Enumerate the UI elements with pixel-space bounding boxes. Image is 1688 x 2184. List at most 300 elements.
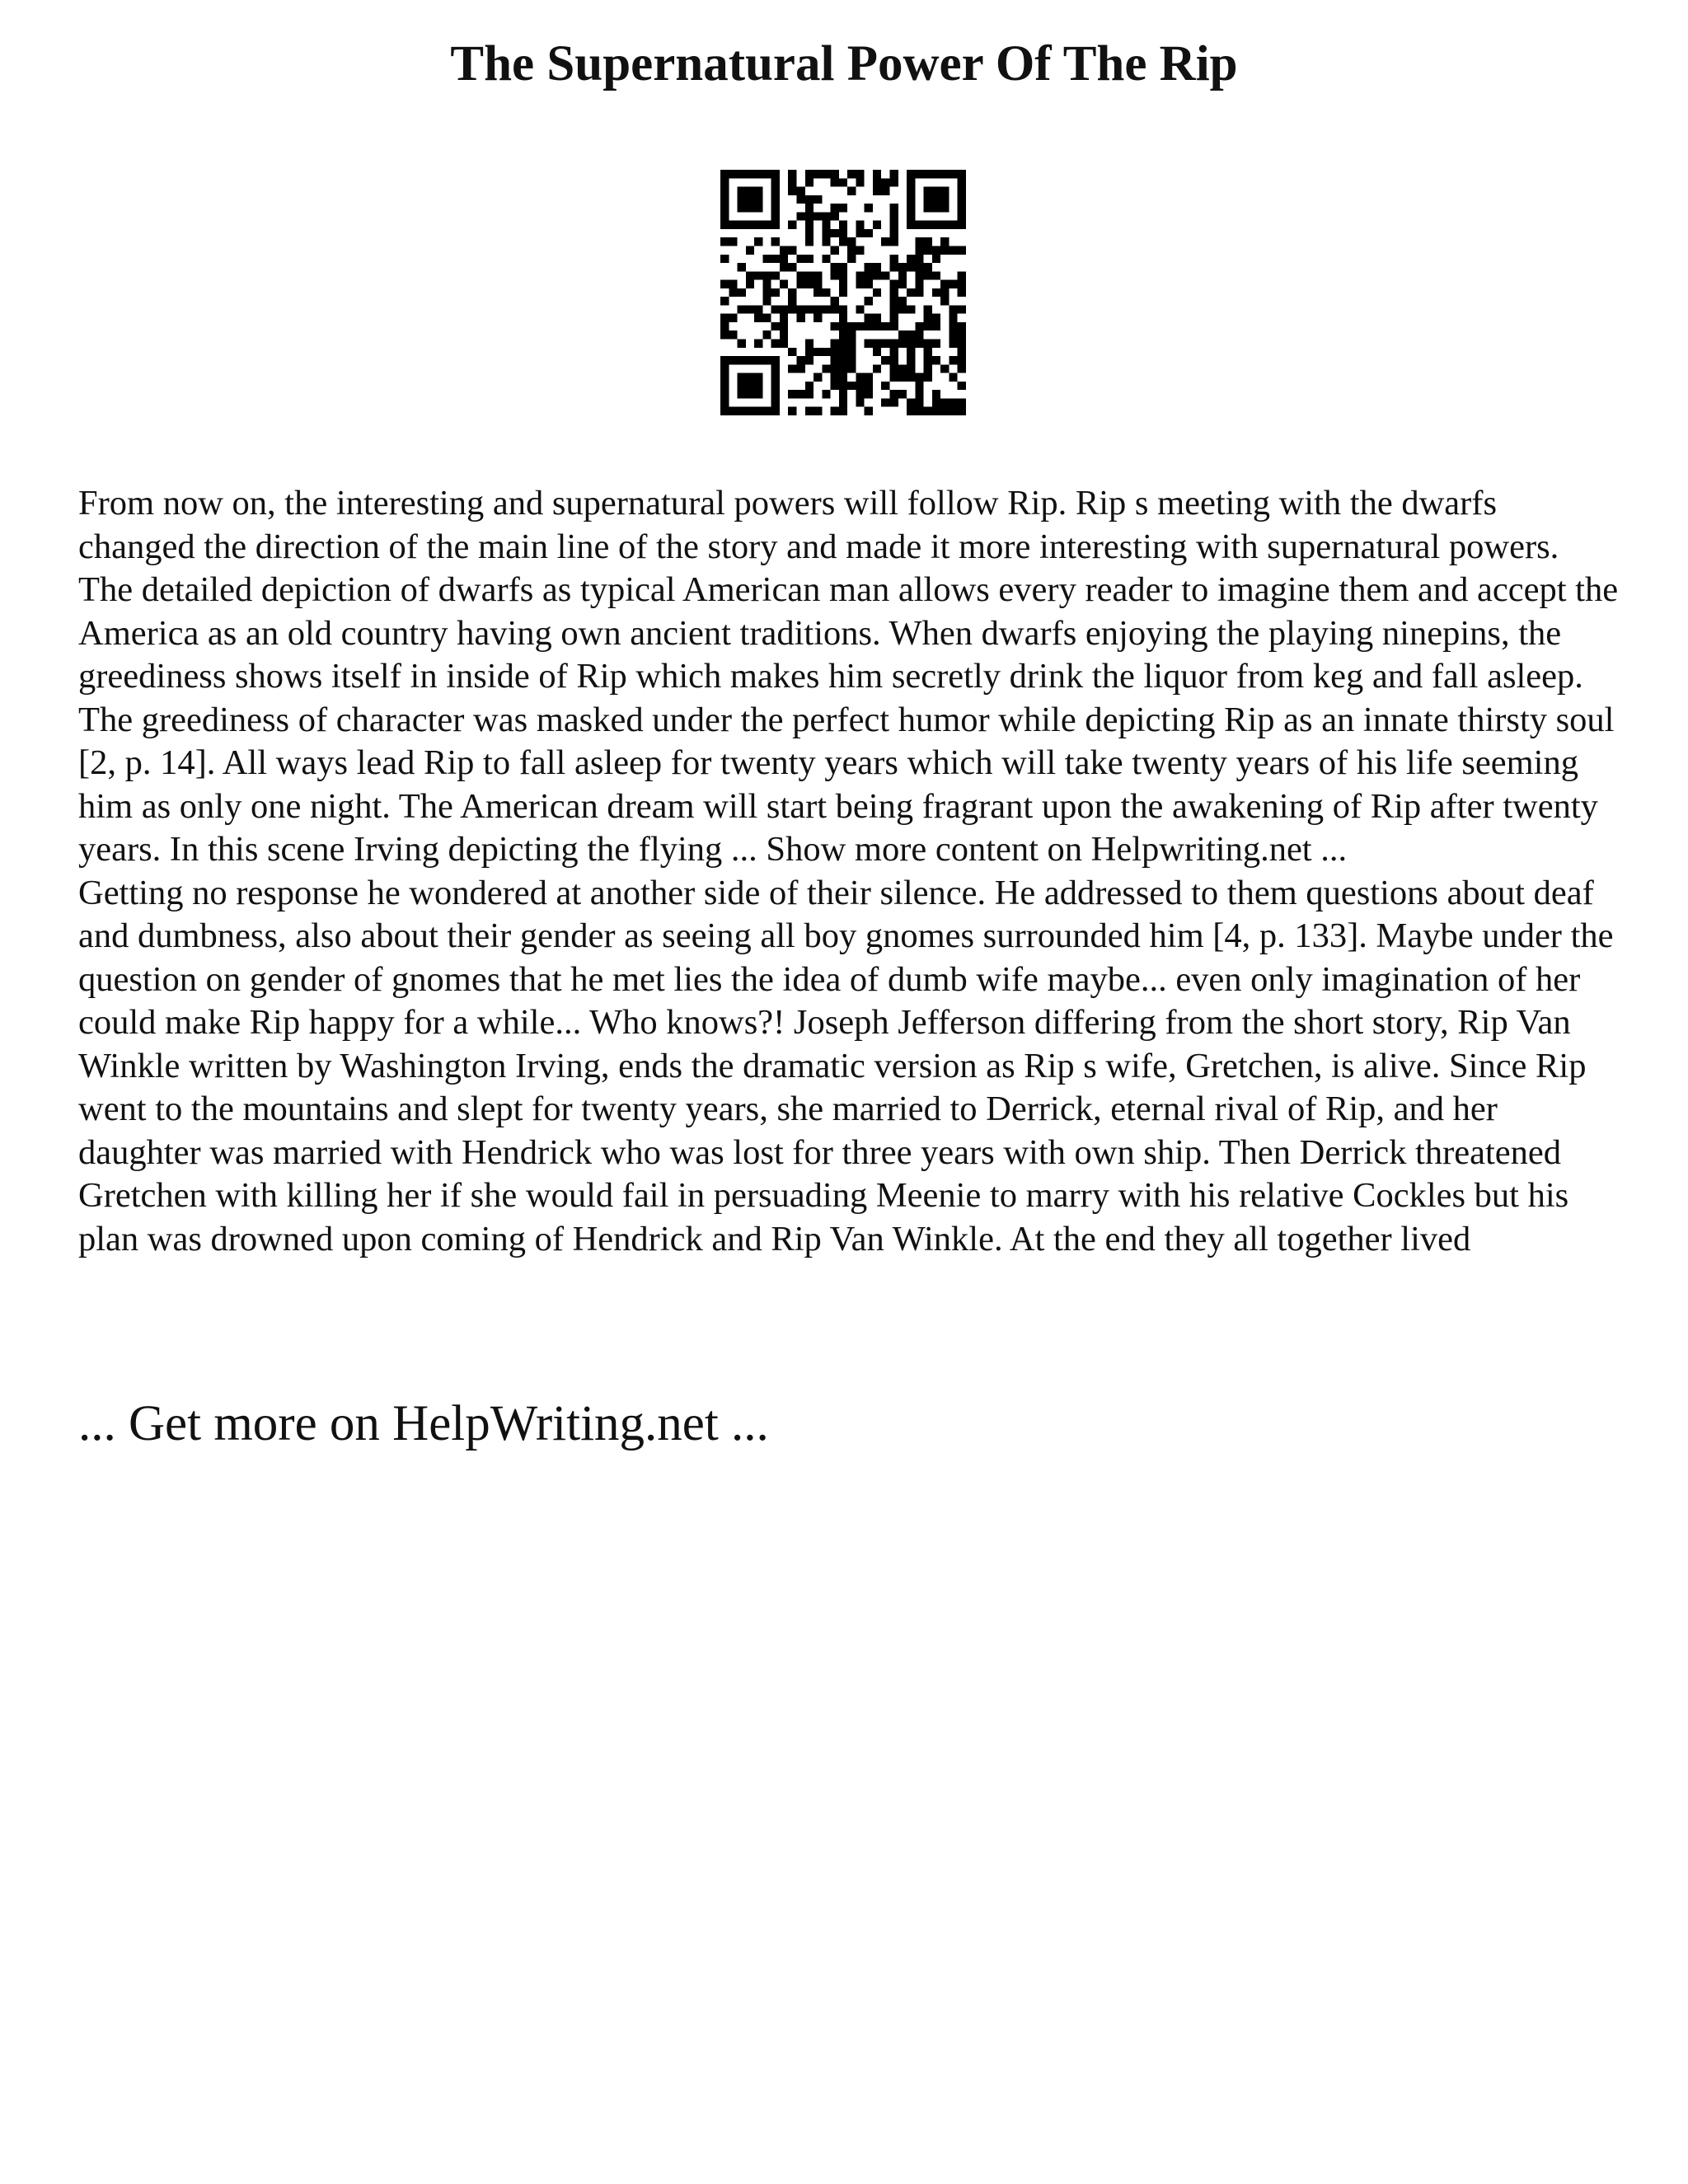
qr-module bbox=[839, 221, 847, 229]
qr-module bbox=[958, 170, 966, 178]
qr-module bbox=[839, 356, 847, 364]
qr-module bbox=[720, 364, 729, 373]
qr-module bbox=[873, 178, 881, 186]
qr-module bbox=[720, 407, 729, 415]
qr-module bbox=[881, 322, 889, 330]
qr-module bbox=[940, 280, 949, 288]
qr-module bbox=[847, 356, 856, 364]
qr-module bbox=[746, 356, 754, 364]
qr-module bbox=[805, 229, 814, 237]
qr-module bbox=[729, 407, 737, 415]
qr-module bbox=[898, 280, 907, 288]
qr-module bbox=[831, 170, 839, 178]
qr-module bbox=[831, 305, 839, 313]
qr-module bbox=[898, 373, 907, 382]
qr-module bbox=[754, 187, 762, 195]
qr-module bbox=[720, 314, 729, 322]
qr-module bbox=[890, 364, 898, 373]
qr-module bbox=[762, 280, 771, 288]
qr-module bbox=[907, 221, 915, 229]
qr-module bbox=[873, 314, 881, 322]
qr-module bbox=[865, 407, 873, 415]
qr-module bbox=[890, 170, 898, 178]
qr-module bbox=[720, 356, 729, 364]
qr-module bbox=[762, 314, 771, 322]
qr-module bbox=[729, 237, 737, 246]
qr-module bbox=[915, 382, 923, 390]
qr-module bbox=[949, 356, 957, 364]
qr-module bbox=[822, 305, 830, 313]
qr-module bbox=[814, 212, 822, 220]
qr-module bbox=[865, 263, 873, 271]
qr-module bbox=[831, 204, 839, 212]
qr-module bbox=[907, 255, 915, 263]
qr-module bbox=[771, 170, 780, 178]
qr-module bbox=[814, 195, 822, 204]
qr-module bbox=[805, 178, 814, 186]
qr-module bbox=[839, 280, 847, 288]
qr-module bbox=[958, 340, 966, 348]
qr-module bbox=[890, 288, 898, 297]
qr-module bbox=[805, 382, 814, 390]
qr-module bbox=[940, 195, 949, 204]
qr-module bbox=[958, 246, 966, 254]
qr-module bbox=[932, 340, 940, 348]
qr-module bbox=[924, 271, 932, 279]
qr-module bbox=[898, 390, 907, 398]
qr-module bbox=[831, 271, 839, 279]
qr-module bbox=[738, 195, 746, 204]
qr-module bbox=[788, 364, 796, 373]
qr-module bbox=[738, 407, 746, 415]
qr-module bbox=[839, 237, 847, 246]
qr-module bbox=[940, 237, 949, 246]
qr-module bbox=[890, 297, 898, 305]
qr-module bbox=[907, 170, 915, 178]
qr-module bbox=[847, 382, 856, 390]
qr-module bbox=[831, 178, 839, 186]
qr-module bbox=[958, 364, 966, 373]
qr-module bbox=[898, 271, 907, 279]
qr-module bbox=[924, 221, 932, 229]
qr-module bbox=[847, 237, 856, 246]
qr-code-icon[interactable] bbox=[720, 170, 966, 415]
qr-module bbox=[788, 288, 796, 297]
qr-module bbox=[940, 398, 949, 406]
qr-module bbox=[831, 246, 839, 254]
qr-module bbox=[949, 170, 957, 178]
qr-module bbox=[754, 195, 762, 204]
qr-module bbox=[788, 305, 796, 313]
qr-module bbox=[847, 330, 856, 339]
qr-module bbox=[873, 271, 881, 279]
qr-module bbox=[949, 407, 957, 415]
qr-module bbox=[729, 356, 737, 364]
qr-module bbox=[881, 382, 889, 390]
qr-module bbox=[788, 263, 796, 271]
qr-module bbox=[738, 170, 746, 178]
qr-module bbox=[788, 297, 796, 305]
qr-module bbox=[729, 170, 737, 178]
qr-module bbox=[746, 280, 754, 288]
qr-module bbox=[907, 373, 915, 382]
qr-module bbox=[898, 297, 907, 305]
qr-module bbox=[890, 348, 898, 356]
qr-module bbox=[932, 288, 940, 297]
qr-module bbox=[788, 390, 796, 398]
qr-module bbox=[720, 195, 729, 204]
qr-module bbox=[780, 314, 788, 322]
qr-module bbox=[771, 322, 780, 330]
qr-module bbox=[796, 195, 804, 204]
qr-module bbox=[915, 398, 923, 406]
qr-module bbox=[796, 212, 804, 220]
qr-module bbox=[958, 280, 966, 288]
qr-module bbox=[754, 221, 762, 229]
qr-module bbox=[873, 364, 881, 373]
qr-module bbox=[932, 271, 940, 279]
qr-module bbox=[746, 305, 754, 313]
qr-module bbox=[907, 398, 915, 406]
qr-module bbox=[814, 271, 822, 279]
qr-module bbox=[720, 221, 729, 229]
qr-module bbox=[746, 221, 754, 229]
qr-module bbox=[915, 280, 923, 288]
qr-module bbox=[890, 178, 898, 186]
qr-module bbox=[720, 373, 729, 382]
qr-module bbox=[907, 407, 915, 415]
qr-module bbox=[932, 255, 940, 263]
qr-module bbox=[738, 356, 746, 364]
qr-module bbox=[949, 398, 957, 406]
qr-module bbox=[881, 187, 889, 195]
qr-module bbox=[814, 348, 822, 356]
qr-module bbox=[898, 364, 907, 373]
qr-module bbox=[762, 407, 771, 415]
qr-module bbox=[890, 340, 898, 348]
qr-module bbox=[932, 246, 940, 254]
qr-module bbox=[762, 255, 771, 263]
qr-module bbox=[805, 170, 814, 178]
qr-module bbox=[949, 340, 957, 348]
qr-module bbox=[762, 297, 771, 305]
qr-module bbox=[831, 297, 839, 305]
qr-module bbox=[856, 382, 864, 390]
qr-module bbox=[805, 348, 814, 356]
qr-module bbox=[940, 204, 949, 212]
qr-module bbox=[932, 356, 940, 364]
qr-module bbox=[898, 263, 907, 271]
qr-module bbox=[873, 221, 881, 229]
qr-module bbox=[873, 340, 881, 348]
qr-module bbox=[780, 263, 788, 271]
qr-module bbox=[762, 288, 771, 297]
qr-module bbox=[847, 364, 856, 373]
qr-module bbox=[924, 364, 932, 373]
qr-module bbox=[907, 348, 915, 356]
qr-module bbox=[839, 263, 847, 271]
qr-module bbox=[890, 314, 898, 322]
qr-module bbox=[796, 280, 804, 288]
qr-module bbox=[780, 246, 788, 254]
qr-module bbox=[839, 398, 847, 406]
qr-module bbox=[831, 382, 839, 390]
qr-module bbox=[958, 178, 966, 186]
qr-module bbox=[915, 263, 923, 271]
qr-module bbox=[924, 348, 932, 356]
qr-module bbox=[831, 263, 839, 271]
qr-module bbox=[890, 280, 898, 288]
get-more-link[interactable]: ... Get more on HelpWriting.net ... bbox=[78, 1396, 769, 1451]
qr-module bbox=[890, 390, 898, 398]
qr-module bbox=[805, 255, 814, 263]
qr-module bbox=[856, 170, 864, 178]
qr-module bbox=[771, 195, 780, 204]
qr-module bbox=[856, 390, 864, 398]
qr-module bbox=[958, 195, 966, 204]
qr-module bbox=[932, 398, 940, 406]
qr-module bbox=[865, 297, 873, 305]
qr-module bbox=[831, 322, 839, 330]
qr-module bbox=[762, 271, 771, 279]
qr-module bbox=[839, 288, 847, 297]
qr-module bbox=[754, 356, 762, 364]
qr-module bbox=[796, 314, 804, 322]
qr-module bbox=[873, 170, 881, 178]
qr-module bbox=[932, 204, 940, 212]
qr-module bbox=[780, 340, 788, 348]
qr-module bbox=[720, 204, 729, 212]
qr-module bbox=[865, 280, 873, 288]
qr-module bbox=[771, 356, 780, 364]
qr-module bbox=[847, 340, 856, 348]
qr-module bbox=[958, 398, 966, 406]
qr-module bbox=[822, 364, 830, 373]
qr-module bbox=[907, 195, 915, 204]
qr-module bbox=[771, 288, 780, 297]
qr-module bbox=[780, 280, 788, 288]
qr-module bbox=[907, 212, 915, 220]
qr-module bbox=[907, 263, 915, 271]
qr-module bbox=[720, 322, 729, 330]
qr-module bbox=[839, 407, 847, 415]
qr-module bbox=[822, 288, 830, 297]
qr-module bbox=[865, 271, 873, 279]
qr-module bbox=[873, 187, 881, 195]
qr-module bbox=[771, 340, 780, 348]
qr-module bbox=[754, 305, 762, 313]
qr-module bbox=[924, 170, 932, 178]
qr-module bbox=[958, 212, 966, 220]
qr-module bbox=[805, 204, 814, 212]
qr-module bbox=[771, 305, 780, 313]
qr-module bbox=[907, 356, 915, 364]
qr-module bbox=[805, 280, 814, 288]
qr-module bbox=[949, 221, 957, 229]
qr-module bbox=[831, 356, 839, 364]
qr-module bbox=[720, 212, 729, 220]
qr-module bbox=[746, 382, 754, 390]
qr-module bbox=[754, 340, 762, 348]
qr-module bbox=[915, 170, 923, 178]
qr-module bbox=[958, 407, 966, 415]
qr-module bbox=[729, 221, 737, 229]
qr-module bbox=[738, 263, 746, 271]
qr-module bbox=[805, 340, 814, 348]
qr-module bbox=[771, 255, 780, 263]
qr-module bbox=[746, 187, 754, 195]
paragraph-1: From now on, the interesting and supernatural powers will follow Rip. Rip s meeting with the dwarfs changed the direction of the main line of the story and made it more interesting with supernatural powers. The detailed depiction of dwarfs as typical American man allows every reader to imagine them and accept the America as an old country having own ancient traditions. When dwarfs enjoying the playing ninepins, the greediness shows itself in inside of Rip which makes him secretly drink the liquor from keg and fall asleep. The greediness of character was masked under the perfect humor while depicting Rip as an innate thirsty soul [2, p. 14]. All ways lead Rip to fall asleep for twenty years which will take twenty years of his life seeming him as only one night. The American dream will start being fragrant upon the awakening of Rip after twenty years. In this scene Irving depicting the flying ... Show more content on Helpwriting.net ... bbox=[78, 484, 1619, 869]
qr-module bbox=[890, 212, 898, 220]
qr-module bbox=[746, 246, 754, 254]
qr-module bbox=[865, 390, 873, 398]
qr-module bbox=[865, 373, 873, 382]
qr-module bbox=[831, 373, 839, 382]
qr-module bbox=[839, 373, 847, 382]
qr-module bbox=[924, 340, 932, 348]
qr-module bbox=[805, 407, 814, 415]
qr-module bbox=[822, 237, 830, 246]
qr-module bbox=[831, 212, 839, 220]
qr-module bbox=[771, 398, 780, 406]
qr-module bbox=[856, 271, 864, 279]
page-title: The Supernatural Power Of The Rip bbox=[450, 36, 1238, 91]
qr-module bbox=[958, 221, 966, 229]
qr-module bbox=[915, 237, 923, 246]
qr-module bbox=[873, 263, 881, 271]
qr-module bbox=[780, 305, 788, 313]
qr-module bbox=[915, 340, 923, 348]
qr-module bbox=[780, 255, 788, 263]
qr-module bbox=[940, 288, 949, 297]
qr-module bbox=[771, 382, 780, 390]
qr-module bbox=[940, 187, 949, 195]
qr-module bbox=[890, 229, 898, 237]
qr-module bbox=[856, 178, 864, 186]
qr-module bbox=[890, 373, 898, 382]
qr-module bbox=[746, 373, 754, 382]
qr-module bbox=[958, 330, 966, 339]
qr-module bbox=[924, 237, 932, 246]
qr-module bbox=[856, 229, 864, 237]
qr-module bbox=[839, 364, 847, 373]
qr-module bbox=[865, 204, 873, 212]
qr-module bbox=[949, 322, 957, 330]
qr-module bbox=[796, 187, 804, 195]
qr-module bbox=[771, 212, 780, 220]
qr-module bbox=[822, 348, 830, 356]
qr-module bbox=[907, 178, 915, 186]
qr-module bbox=[814, 305, 822, 313]
qr-module bbox=[924, 263, 932, 271]
qr-module bbox=[720, 390, 729, 398]
qr-module bbox=[839, 330, 847, 339]
qr-module bbox=[822, 212, 830, 220]
qr-module bbox=[831, 340, 839, 348]
qr-module bbox=[839, 390, 847, 398]
qr-module bbox=[796, 390, 804, 398]
qr-module bbox=[771, 204, 780, 212]
qr-module bbox=[890, 398, 898, 406]
qr-module bbox=[720, 178, 729, 186]
qr-module bbox=[720, 330, 729, 339]
qr-module bbox=[839, 204, 847, 212]
qr-module bbox=[788, 187, 796, 195]
qr-module bbox=[907, 204, 915, 212]
qr-module bbox=[958, 305, 966, 313]
qr-module bbox=[738, 373, 746, 382]
qr-module bbox=[839, 340, 847, 348]
qr-module bbox=[907, 288, 915, 297]
qr-module bbox=[932, 221, 940, 229]
qr-module bbox=[958, 187, 966, 195]
qr-module bbox=[865, 314, 873, 322]
qr-module bbox=[890, 356, 898, 364]
qr-module bbox=[949, 373, 957, 382]
qr-module bbox=[796, 271, 804, 279]
qr-module bbox=[924, 305, 932, 313]
qr-module bbox=[856, 246, 864, 254]
qr-module bbox=[915, 407, 923, 415]
qr-module bbox=[814, 280, 822, 288]
qr-module bbox=[958, 322, 966, 330]
qr-module bbox=[805, 356, 814, 364]
qr-module bbox=[865, 322, 873, 330]
qr-module bbox=[822, 221, 830, 229]
qr-module bbox=[746, 271, 754, 279]
qr-module bbox=[907, 340, 915, 348]
qr-module bbox=[924, 195, 932, 204]
qr-module bbox=[788, 178, 796, 186]
qr-module bbox=[814, 170, 822, 178]
qr-module bbox=[932, 170, 940, 178]
qr-module bbox=[924, 373, 932, 382]
qr-module bbox=[771, 390, 780, 398]
qr-module bbox=[839, 314, 847, 322]
qr-module bbox=[771, 237, 780, 246]
qr-module bbox=[873, 322, 881, 330]
qr-module bbox=[839, 382, 847, 390]
qr-module bbox=[958, 348, 966, 356]
qr-module bbox=[873, 288, 881, 297]
qr-module bbox=[958, 382, 966, 390]
qr-module bbox=[932, 187, 940, 195]
qr-module bbox=[873, 348, 881, 356]
qr-module bbox=[898, 305, 907, 313]
qr-module bbox=[898, 330, 907, 339]
qr-module bbox=[754, 314, 762, 322]
qr-module bbox=[729, 280, 737, 288]
qr-module bbox=[788, 170, 796, 178]
qr-module bbox=[898, 340, 907, 348]
qr-module bbox=[907, 330, 915, 339]
qr-module bbox=[738, 390, 746, 398]
qr-module bbox=[932, 407, 940, 415]
qr-module bbox=[915, 255, 923, 263]
qr-module bbox=[940, 407, 949, 415]
qr-module bbox=[856, 305, 864, 313]
qr-module bbox=[890, 305, 898, 313]
qr-module bbox=[881, 398, 889, 406]
qr-module bbox=[881, 178, 889, 186]
qr-module bbox=[754, 390, 762, 398]
qr-module bbox=[754, 382, 762, 390]
qr-module bbox=[924, 407, 932, 415]
qr-module bbox=[856, 221, 864, 229]
qr-module bbox=[720, 297, 729, 305]
qr-module bbox=[720, 170, 729, 178]
qr-module bbox=[856, 398, 864, 406]
